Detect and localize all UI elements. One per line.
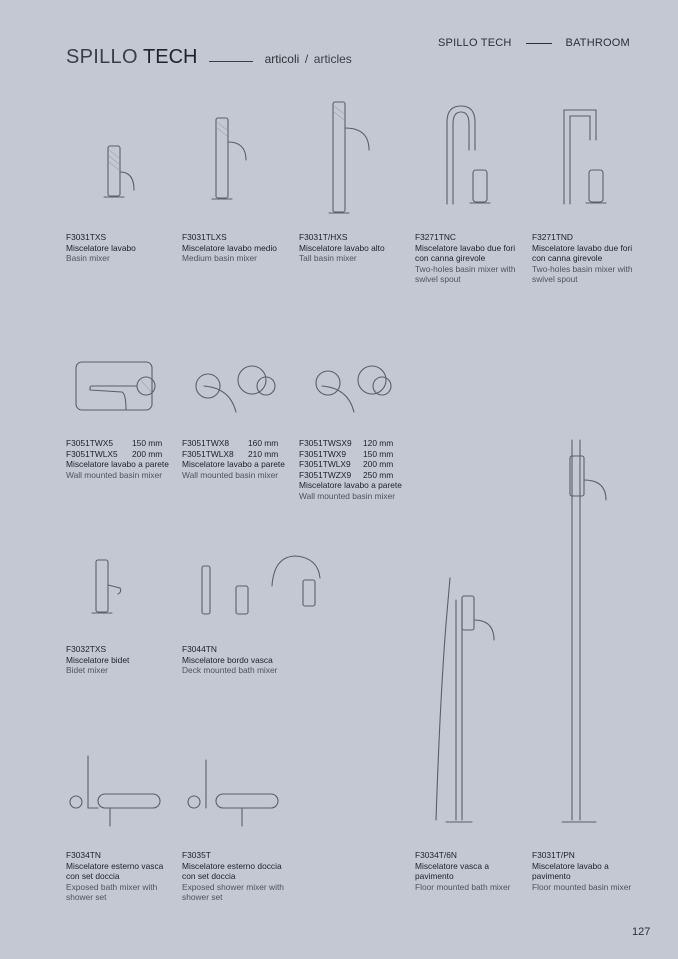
- product-name-it: Miscelatore esterno vasca con set doccia: [66, 860, 164, 881]
- product-code: F3271TNC: [415, 232, 456, 242]
- product-size: 200 mm: [363, 459, 394, 469]
- product-code: F3051TWSX9: [299, 438, 352, 448]
- product-name-en: Basin mixer: [66, 253, 110, 263]
- product-name-it: Miscelatore bordo vasca: [182, 654, 273, 665]
- product-name-en: Medium basin mixer: [182, 253, 257, 263]
- product-code: F3034TN: [66, 850, 101, 860]
- product-f3032txs: [66, 644, 174, 676]
- product-name-en: Wall mounted basin mixer: [299, 490, 396, 501]
- product-name-it: Miscelatore esterno doccia con set doccia: [182, 860, 282, 881]
- section-right: BATHROOM: [565, 37, 630, 49]
- product-code: F3031T/PN: [532, 850, 575, 860]
- medium-basin-mixer-drawing: [212, 118, 246, 199]
- product-f3051twx8: [182, 438, 294, 480]
- product-f3051twx5: [66, 438, 178, 480]
- deck-bath-mixer-drawing: [202, 556, 320, 614]
- product-f3031t-pn: [532, 850, 640, 892]
- product-code: F3034T/6N: [415, 850, 457, 860]
- bidet-mixer-drawing: [92, 560, 121, 613]
- exposed-shower-mixer-drawing: [188, 760, 278, 826]
- product-name-en: Exposed shower mixer with shower set: [182, 881, 284, 902]
- product-f3271tnd: [532, 232, 640, 285]
- product-name-en: Floor mounted basin mixer: [532, 881, 632, 892]
- product-code: F3051TWX9: [299, 448, 347, 459]
- basin-mixer-drawing: [104, 146, 134, 197]
- title-brand-light: SPILLO: [66, 46, 138, 68]
- product-size: 120 mm: [363, 438, 394, 448]
- title-separator: /: [304, 52, 309, 66]
- product-code: F3051TWLX9: [299, 459, 351, 469]
- title-articoli: articoli: [264, 52, 300, 66]
- product-f3051twx9: [299, 438, 411, 501]
- product-code: F3031TLXS: [182, 232, 227, 242]
- product-name-en: Two-holes basin mixer with swivel spout: [532, 263, 633, 284]
- floor-bath-mixer-drawing: [436, 578, 494, 822]
- exposed-bath-mixer-drawing: [70, 756, 160, 826]
- product-code: F3051TWX8: [182, 438, 230, 448]
- product-code: F3044TN: [182, 644, 217, 654]
- product-code: F3031T/HXS: [299, 232, 348, 242]
- product-name-en: Bidet mixer: [66, 665, 108, 675]
- product-name-en: Tall basin mixer: [299, 253, 357, 263]
- product-name-en: Two-holes basin mixer with swivel spout: [415, 263, 516, 284]
- product-size: 250 mm: [363, 469, 394, 480]
- product-code: F3051TWLX8: [182, 448, 234, 459]
- product-name-it: Miscelatore lavabo a pavimento: [532, 860, 609, 881]
- product-name-it: Miscelatore lavabo alto: [299, 242, 385, 253]
- product-f3035t: [182, 850, 290, 903]
- product-code: F3035T: [182, 850, 211, 860]
- product-name-it: Miscelatore lavabo due fori con canna girevole: [415, 242, 516, 263]
- product-code: F3271TND: [532, 232, 573, 242]
- product-name-it: Miscelatore lavabo due fori con canna girevole: [532, 242, 633, 263]
- tall-basin-mixer-drawing: [329, 102, 369, 213]
- wall-mixer-x9-drawing: [316, 366, 391, 412]
- product-name-it: Miscelatore bidet: [66, 654, 130, 665]
- product-name-it: Miscelatore vasca a pavimento: [415, 860, 490, 881]
- product-name-it: Miscelatore lavabo medio: [182, 242, 277, 253]
- floor-basin-mixer-drawing: [562, 440, 606, 822]
- product-f3044tn: [182, 644, 294, 676]
- product-f3271tnc: [415, 232, 523, 285]
- wall-mixer-x5-drawing: [76, 362, 155, 410]
- page-number: 127: [632, 926, 651, 938]
- product-name-en: Wall mounted basin mixer: [182, 469, 279, 480]
- title-articles: articles: [313, 52, 352, 66]
- product-size: 150 mm: [132, 438, 163, 448]
- product-name-en: Wall mounted basin mixer: [66, 469, 163, 480]
- product-size: 200 mm: [132, 448, 163, 459]
- product-f3031tlxs: [182, 232, 290, 264]
- title-brand-bold: TECH: [143, 46, 198, 68]
- section-left: SPILLO TECH: [438, 37, 512, 49]
- product-code: F3051TWLX5: [66, 448, 118, 459]
- product-code: F3032TXS: [66, 644, 107, 654]
- product-name-it: Miscelatore lavabo a parete: [182, 459, 285, 469]
- product-f3034t-6n: [415, 850, 523, 892]
- product-code: F3031TXS: [66, 232, 107, 242]
- product-code: F3051TWX5: [66, 438, 114, 448]
- product-size: 210 mm: [248, 448, 279, 459]
- product-f3034tn: [66, 850, 170, 903]
- product-size: 160 mm: [248, 438, 279, 448]
- product-name-en: Exposed bath mixer with shower set: [66, 881, 158, 902]
- two-holes-basin-mixer-c-drawing: [447, 106, 490, 204]
- product-name-en: Deck mounted bath mixer: [182, 665, 278, 675]
- product-name-en: Floor mounted bath mixer: [415, 881, 511, 892]
- product-f3031txs: [66, 232, 174, 264]
- product-size: 150 mm: [363, 448, 394, 459]
- wall-mixer-x8-drawing: [196, 366, 275, 412]
- product-name-it: Miscelatore lavabo a parete: [299, 480, 402, 490]
- two-holes-basin-mixer-d-drawing: [564, 110, 606, 204]
- product-f3031t-hxs: [299, 232, 407, 264]
- product-code: F3051TWZX9: [299, 469, 352, 480]
- product-name-it: Miscelatore lavabo: [66, 242, 136, 253]
- product-name-it: Miscelatore lavabo a parete: [66, 459, 169, 469]
